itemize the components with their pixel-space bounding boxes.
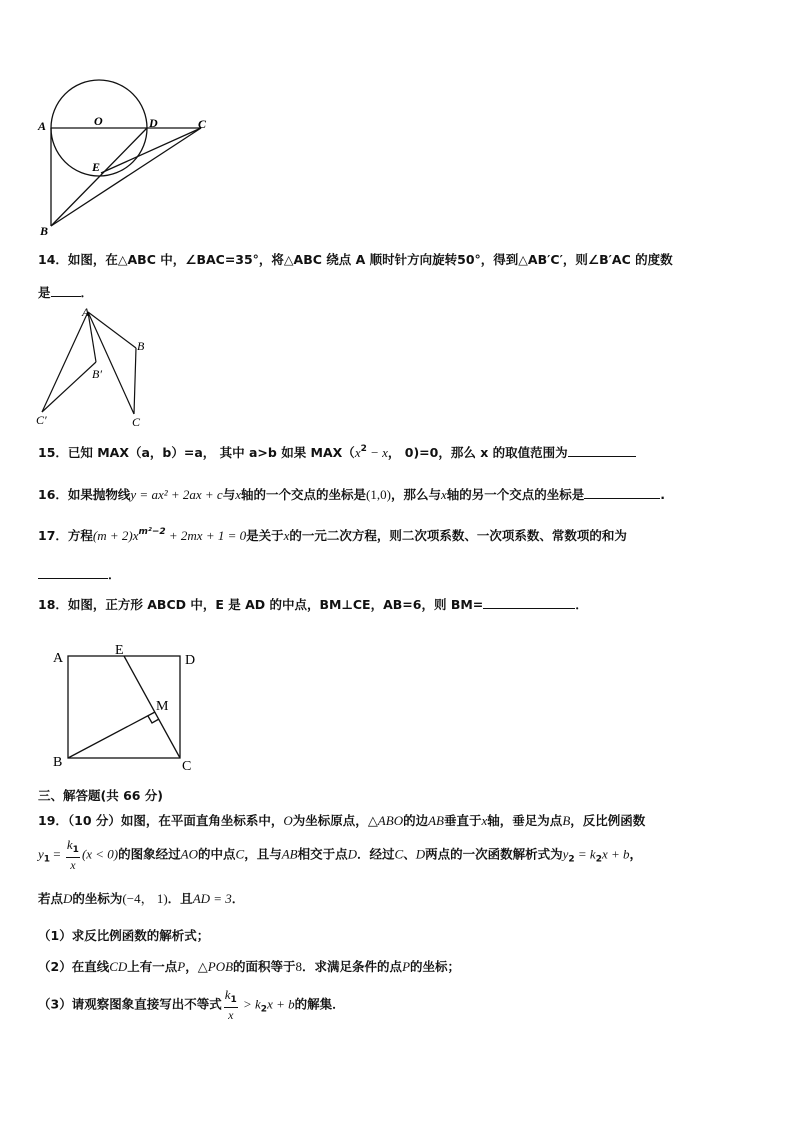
segment-ec [101, 128, 201, 173]
label-o: O [94, 114, 103, 128]
label-c: C [198, 117, 207, 131]
label-e: E [92, 160, 101, 174]
label-b: B [137, 339, 145, 353]
q15: 15．已知 MAX（a，b）=a， 其中 a>b 如果 $MAX(x^2 - x$， 0)=0，那么 x 的取值范围为 [38, 443, 636, 461]
figure-rotation [34, 306, 164, 431]
q16: 16．如果抛物线y = ax² + 2ax + c与x轴的一个交点的坐标是(1,0)，那么与x轴的另一个交点的坐标是 . [38, 487, 665, 502]
fraction-k1-over-x: $\frac{k_1}{x}$ [224, 987, 237, 1022]
label-c: C [132, 415, 141, 429]
q14-line1: 14．如图，在△ABC 中，∠BAC=35°，将△ABC 绕点 A 顺时针方向旋转50°，得到△AB′C′，则∠B′AC 的度数 [38, 252, 673, 267]
label-a: A [38, 119, 47, 133]
label-m: M [156, 699, 169, 714]
q14-answer-blank[interactable] [51, 284, 81, 297]
q17: 17．方程$(m + 2)x^{m^2-2} + 2mx + 1 = 0$是关于x的一元二次方程，则二次项系数、一次项系数、常数项的和为 [38, 527, 627, 543]
figure-square [48, 642, 208, 777]
label-b: B [53, 755, 63, 770]
q19-line1: 19．（10 分）如图，在平面直角坐标系中，O为坐标原点，△ABO的边AB垂直于x轴，垂足为点B，反比例函数 [38, 813, 646, 828]
label-c-prime: C′ [36, 413, 47, 427]
q14-line2: 是 ． [38, 285, 94, 300]
label-d: D [185, 653, 196, 668]
label-a: A [53, 651, 64, 666]
label-e: E [115, 643, 124, 658]
q15-answer-blank[interactable] [568, 444, 636, 457]
q16-answer-blank[interactable] [584, 486, 660, 499]
q17-answer-blank[interactable] [38, 566, 108, 579]
label-a: A [82, 306, 90, 319]
label-b-prime: B′ [92, 367, 102, 381]
segment-bc [51, 128, 201, 226]
section-title: 三、解答题(共 66 分) [38, 788, 164, 803]
q19-part1: （1）求反比例函数的解析式； [38, 928, 210, 943]
q18-answer-blank[interactable] [483, 596, 575, 609]
fraction-k1-over-x: $\frac{k_1}{x}$ [66, 837, 79, 872]
label-b: B [40, 224, 49, 238]
q18: 18．如图，正方形 ABCD 中，E 是 AD 的中点，BM⊥CE，AB=6，则 BM= ． [38, 597, 588, 612]
label-c: C [182, 759, 192, 774]
q17-blank-line: ． [38, 565, 121, 583]
segment-bd [51, 128, 147, 226]
figure-circle-triangle [36, 78, 226, 238]
q19-part2: （2）在直线CD上有一点P，△POB的面积等于8．求满足条件的点P的坐标； [38, 959, 461, 974]
q19-line2: $y_1$ = $\frac{k_1}{x}$ (x < 0)的图象经过AO的中点C，且与AB相交于点D．经过C、D两点的一次函数解析式为$y_2 = k_2x + b$， [38, 837, 643, 872]
q19-line3: 若点D的坐标为(−4， 1)．且AD = 3． [38, 891, 245, 906]
label-d: D [149, 116, 158, 130]
q19-part3: （3）请观察图象直接写出不等式 $\frac{k_1}{x}$ > $k_2x + b$的解集． [38, 987, 345, 1022]
